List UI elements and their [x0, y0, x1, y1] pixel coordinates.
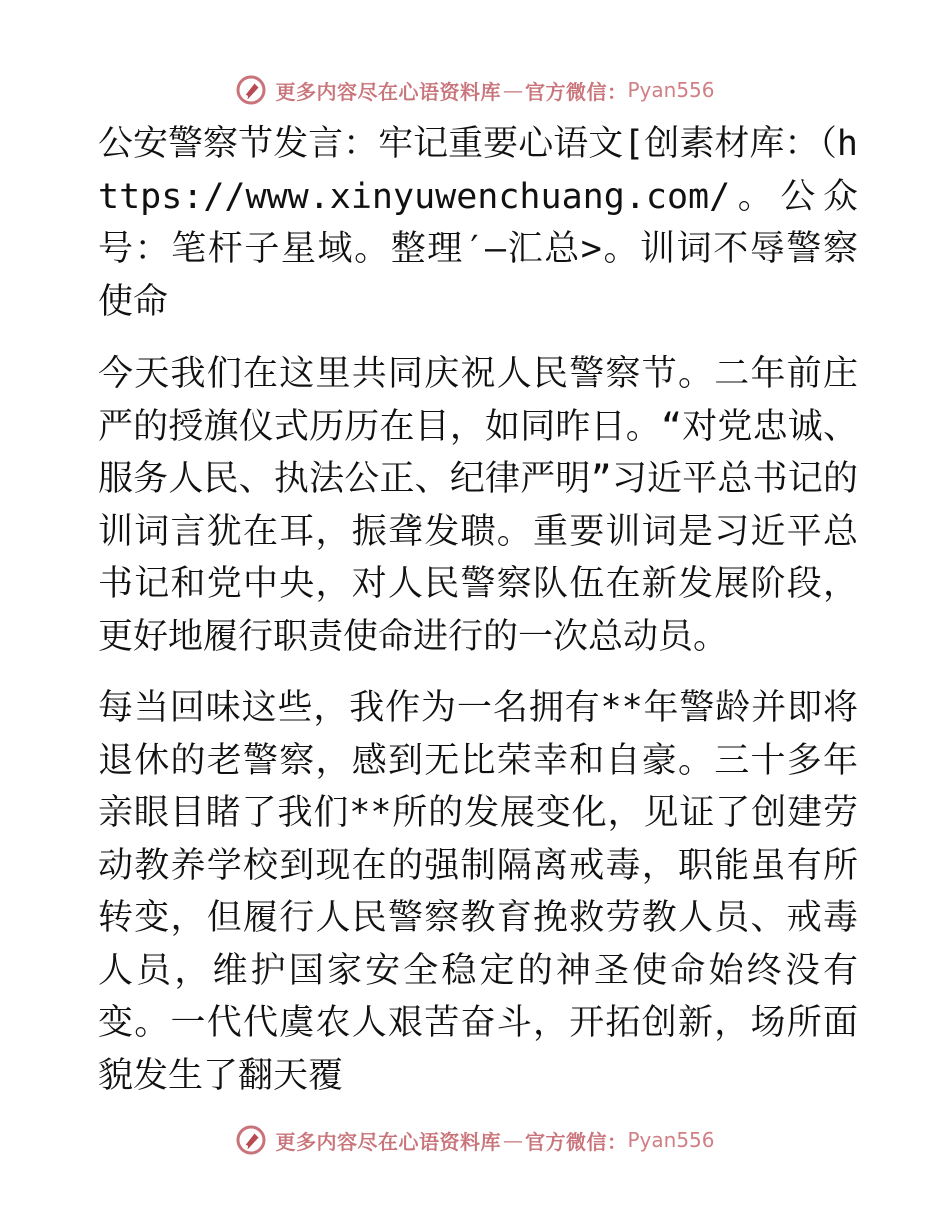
watermark-separator: —	[502, 1128, 523, 1152]
paragraph-1: 今天我们在这里共同庆祝人民警察节。二年前庄严的授旗仪式历历在目，如同昨日。“对党忠诚、服务人民、执法公正、纪律严明”习近平总书记的训词言犹在耳，振聋发聩。重要训词是习近平总书记和党中央，对人民警察队伍在新发展阶段，更好地履行职责使命进行的一次总动员。	[98, 354, 858, 657]
watermark-banner-top	[0, 70, 950, 110]
document-title: 公安警察节发言：牢记重要心语文[创素材库：（https://www.xinyuwenchuang.com/。公众号：笔杆子星域。整理′—汇总>。训词不辱警察使命	[98, 124, 858, 322]
pen-nib-logo-icon	[235, 74, 267, 106]
watermark-contact-text: 官方微信：	[524, 79, 628, 104]
watermark-handle: Pyan556	[627, 1128, 715, 1152]
watermark-separator: —	[502, 78, 523, 102]
watermark-handle: Pyan556	[627, 78, 715, 102]
watermark-main-text: 更多内容尽在心语资料库	[275, 1129, 501, 1154]
watermark-banner-bottom	[0, 1120, 950, 1160]
watermark-contact-text: 官方微信：	[524, 1129, 628, 1154]
document-body	[98, 118, 858, 1121]
pen-nib-logo-icon	[235, 1124, 267, 1156]
watermark-main-text: 更多内容尽在心语资料库	[275, 79, 501, 104]
paragraph-2: 每当回味这些，我作为一名拥有**年警龄并即将退休的老警察，感到无比荣幸和自豪。三十多年亲眼目睹了我们**所的发展变化，见证了创建劳动教养学校到现在的强制隔离戒毒，职能虽有所转变，但履行人民警察教育挽救劳教人员、戒毒人员，维护国家安全稳定的神圣使命始终没有变。一代代虞农人艰苦奋斗，开拓创新，场所面貌发生了翻天覆	[98, 688, 858, 1096]
